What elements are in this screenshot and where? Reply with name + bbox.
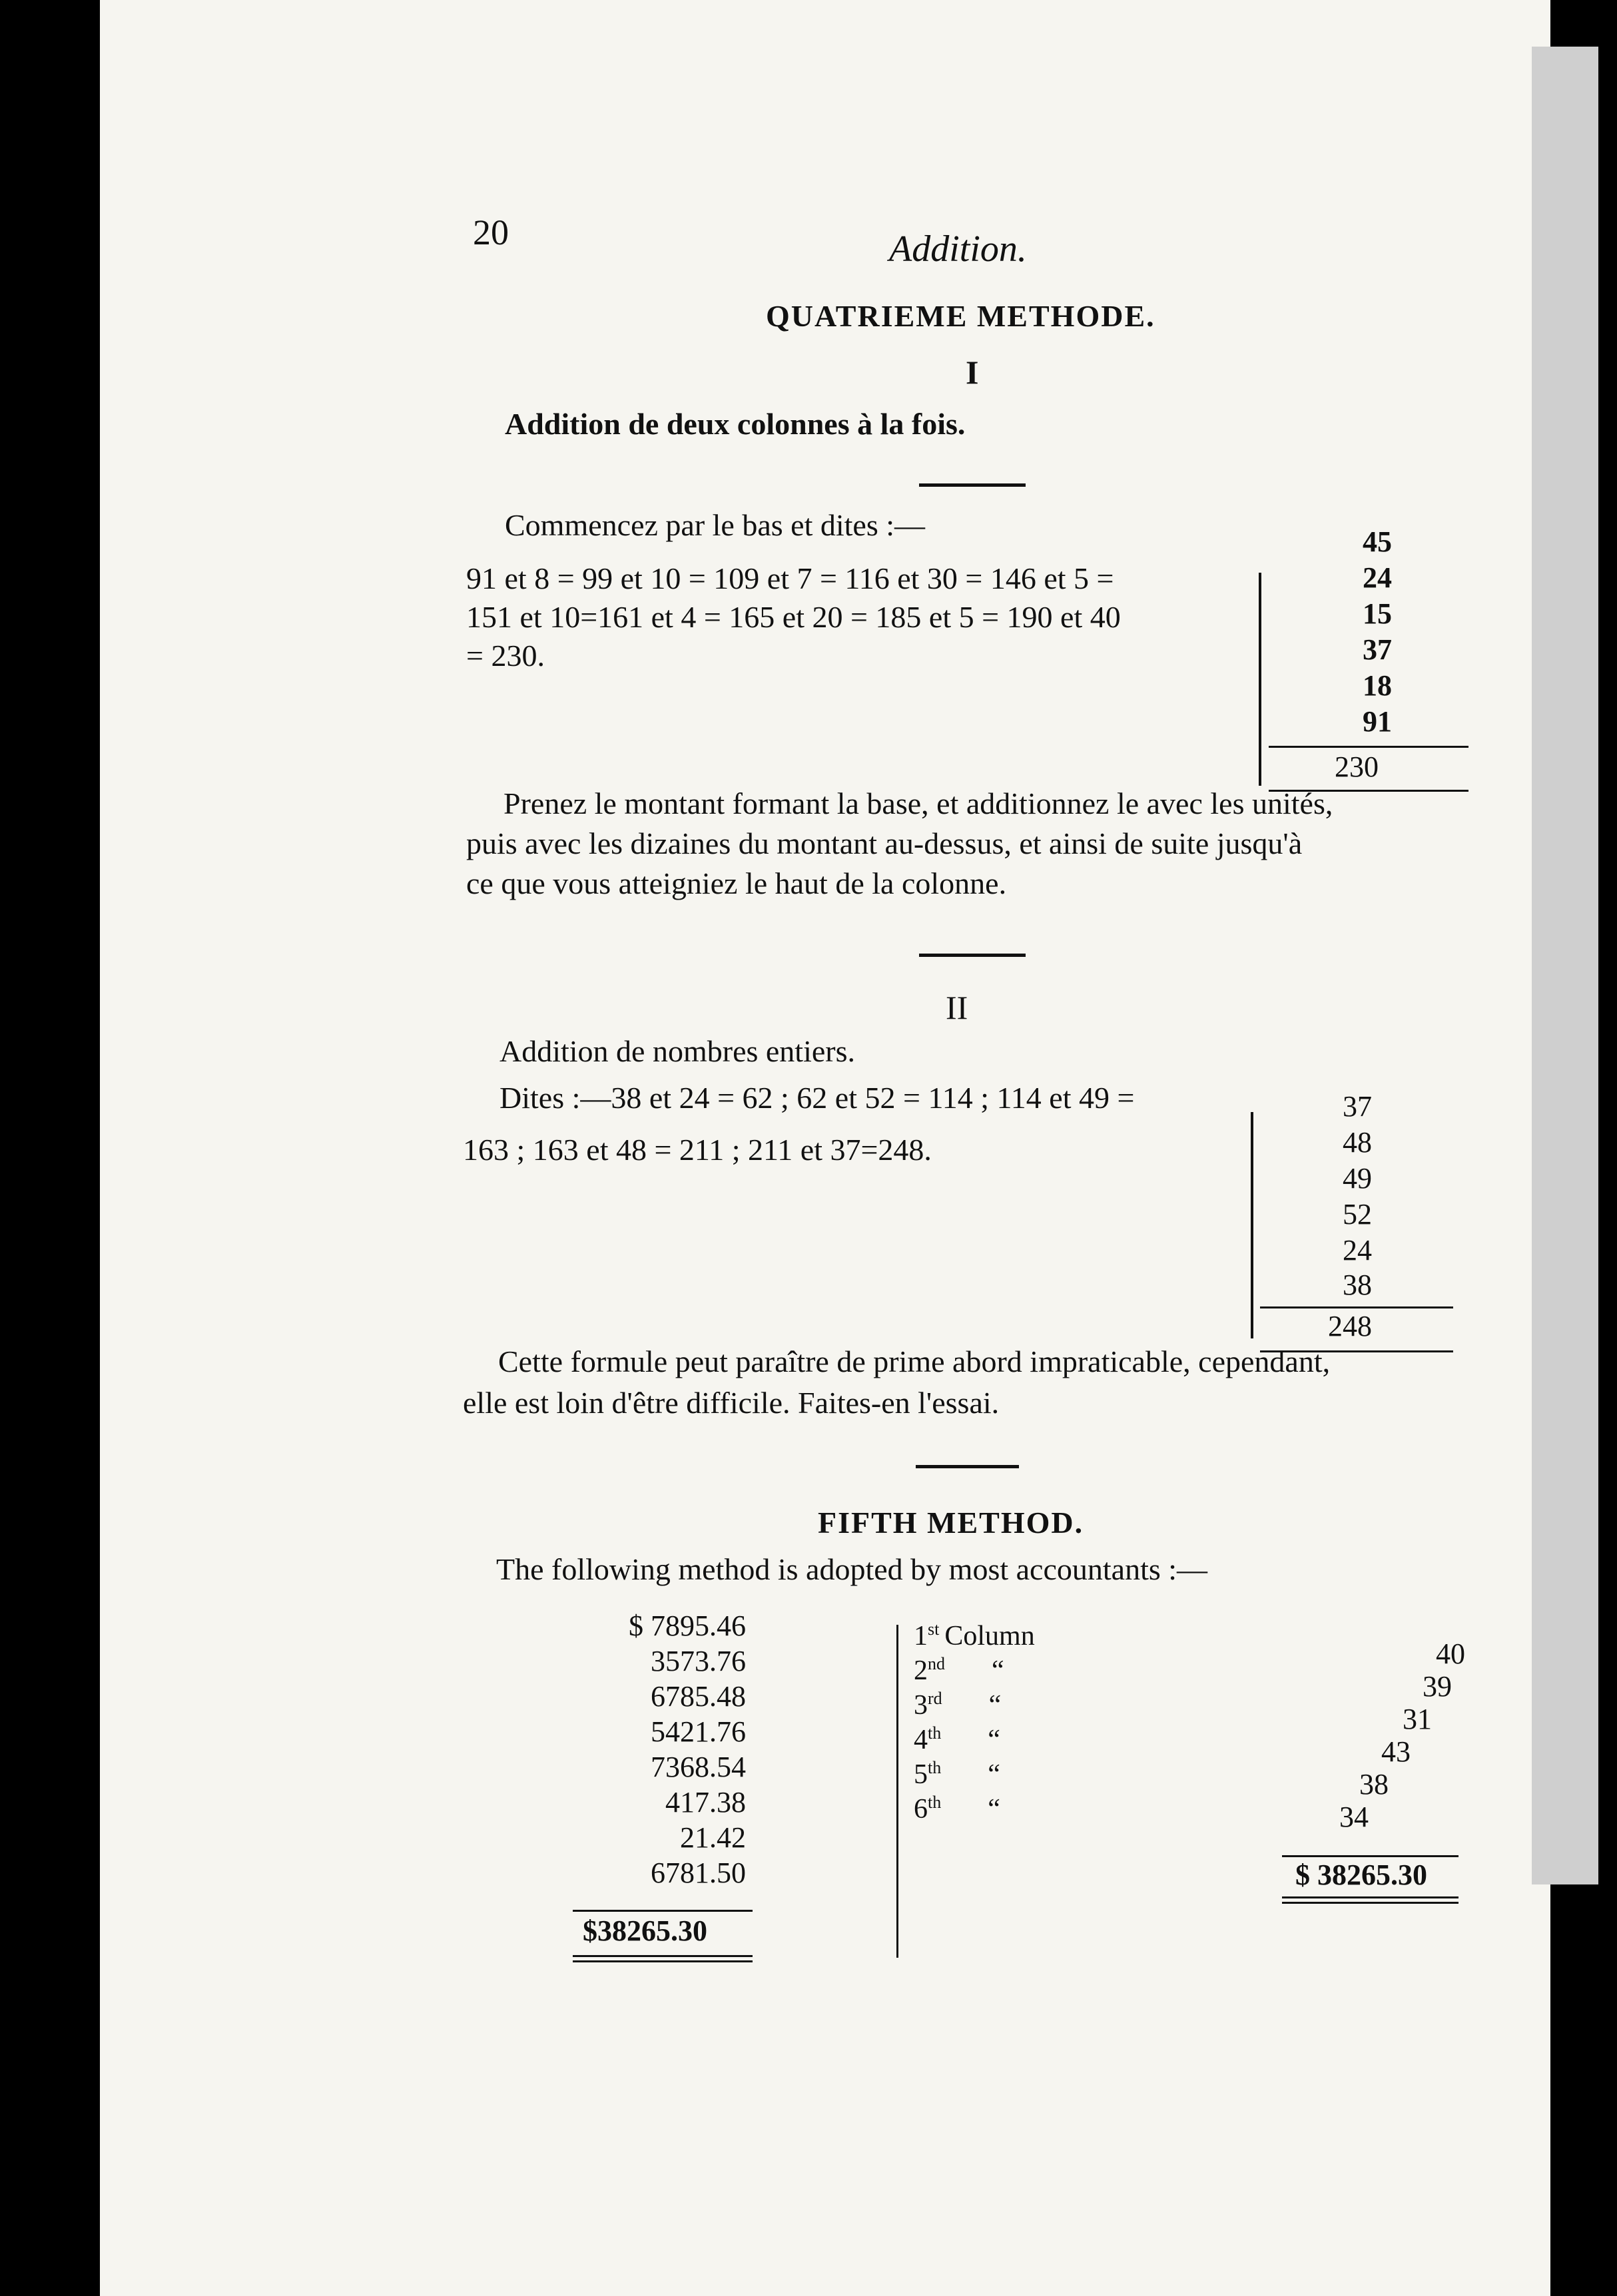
addend: 52 (1343, 1198, 1372, 1231)
text-line: Prenez le montant formant la base, et additionnez le avec les unités, (503, 786, 1333, 820)
addend: 48 (1343, 1126, 1372, 1159)
column-ordinal: 1 (914, 1621, 928, 1651)
column-word: “ (992, 1655, 1004, 1686)
double-rule (1282, 1896, 1458, 1898)
ordinal-suffix: th (928, 1793, 942, 1812)
sum-rule (1269, 746, 1468, 748)
column-word: Column (944, 1621, 1035, 1651)
sum-total: 248 (1328, 1310, 1372, 1342)
column-sum: 40 (1436, 1637, 1465, 1670)
text-line: = 230. (466, 639, 545, 673)
text-line: 91 et 8 = 99 et 10 = 109 et 7 = 116 et 30 = 146 et 5 = (466, 561, 1114, 595)
column-label (914, 1723, 1000, 1756)
text-line: ce que vous atteigniez le haut de la colonne. (466, 866, 1007, 900)
column-ordinal: 5 (914, 1759, 928, 1790)
column-ordinal: 2 (914, 1655, 928, 1686)
addend: 24 (1343, 1234, 1372, 1267)
column-label (914, 1793, 1000, 1825)
addend: 38 (1343, 1269, 1372, 1301)
column-sum: 38 (1359, 1768, 1389, 1801)
column-divider (896, 1625, 898, 1958)
ordinal-suffix: st (928, 1619, 940, 1639)
text-line: Cette formule peut paraître de prime abord impraticable, cependant, (498, 1344, 1331, 1378)
intro-text: The following method is adopted by most accountants :— (496, 1552, 1208, 1586)
section-heading: QUATRIEME METHODE. (766, 299, 1155, 333)
page-number: 20 (473, 212, 509, 252)
section-heading: FIFTH METHOD. (818, 1506, 1084, 1540)
column-label (914, 1689, 1001, 1721)
ordinal-suffix: th (928, 1758, 942, 1777)
addend: 15 (1363, 597, 1392, 630)
sum-total: 230 (1335, 750, 1379, 783)
facing-page-edge (1532, 47, 1598, 1884)
part-numeral: I (966, 354, 979, 391)
amount-value: 5421.76 (651, 1715, 746, 1748)
amount-value: 6785.48 (651, 1680, 746, 1713)
amount-value: 7368.54 (651, 1751, 746, 1783)
part-numeral: II (946, 989, 968, 1026)
addend: 24 (1363, 561, 1392, 594)
column-word: “ (988, 1759, 1000, 1790)
column-ordinal: 4 (914, 1725, 928, 1755)
text-line: Commencez par le bas et dites :— (505, 508, 926, 542)
book-page (100, 0, 1550, 2296)
divider (919, 483, 1026, 487)
amounts-total: $38265.30 (583, 1914, 707, 1947)
column-label (914, 1619, 1035, 1652)
addend: 37 (1363, 633, 1392, 666)
running-title: Addition. (889, 228, 1027, 270)
part-subtitle: Addition de deux colonnes à la fois. (505, 407, 966, 441)
amount-value: 3573.76 (651, 1645, 746, 1677)
sum-rule (1282, 1855, 1458, 1857)
column-sum: 31 (1403, 1703, 1432, 1735)
column-label (914, 1654, 1004, 1687)
text-line: elle est loin d'être difficile. Faites-en l'essai. (463, 1386, 1000, 1420)
addend: 37 (1343, 1090, 1372, 1123)
double-rule (573, 1955, 753, 1957)
column-sum: 43 (1381, 1735, 1411, 1768)
text-line: 163 ; 163 et 48 = 211 ; 211 et 37=248. (463, 1133, 932, 1167)
part-subtitle: Addition de nombres entiers. (499, 1034, 856, 1068)
ordinal-suffix: th (928, 1723, 942, 1743)
amount-value: 417.38 (665, 1786, 746, 1819)
columns-total: $ 38265.30 (1295, 1859, 1427, 1891)
column-ordinal: 6 (914, 1794, 928, 1825)
addend: 45 (1363, 525, 1392, 558)
sum-rule (1260, 1306, 1453, 1308)
column-ordinal: 3 (914, 1690, 928, 1721)
column-sum: 39 (1423, 1670, 1452, 1703)
divider (916, 1465, 1019, 1468)
ordinal-suffix: nd (928, 1654, 945, 1673)
sum-rule (573, 1910, 753, 1912)
addend: 18 (1363, 669, 1392, 702)
text-line: puis avec les dizaines du montant au-dessus, et ainsi de suite jusqu'à (466, 826, 1303, 860)
column-bracket (1251, 1112, 1253, 1338)
amount-value: 21.42 (680, 1821, 746, 1854)
addend: 91 (1363, 705, 1392, 738)
divider (919, 954, 1026, 957)
ordinal-suffix: rd (928, 1689, 942, 1708)
column-bracket (1259, 573, 1261, 786)
double-rule (573, 1960, 753, 1962)
column-label (914, 1758, 1000, 1791)
column-word: “ (988, 1690, 1002, 1721)
addend: 49 (1343, 1162, 1372, 1195)
column-word: “ (988, 1725, 1000, 1755)
amount-value: $ 7895.46 (629, 1609, 746, 1642)
double-rule (1282, 1902, 1458, 1904)
text-line: 151 et 10=161 et 4 = 165 et 20 = 185 et 5 = 190 et 40 (466, 600, 1121, 634)
column-sum: 34 (1339, 1801, 1369, 1833)
column-word: “ (988, 1794, 1000, 1825)
amount-value: 6781.50 (651, 1857, 746, 1889)
text-line: Dites :—38 et 24 = 62 ; 62 et 52 = 114 ; 114 et 49 = (499, 1081, 1135, 1115)
